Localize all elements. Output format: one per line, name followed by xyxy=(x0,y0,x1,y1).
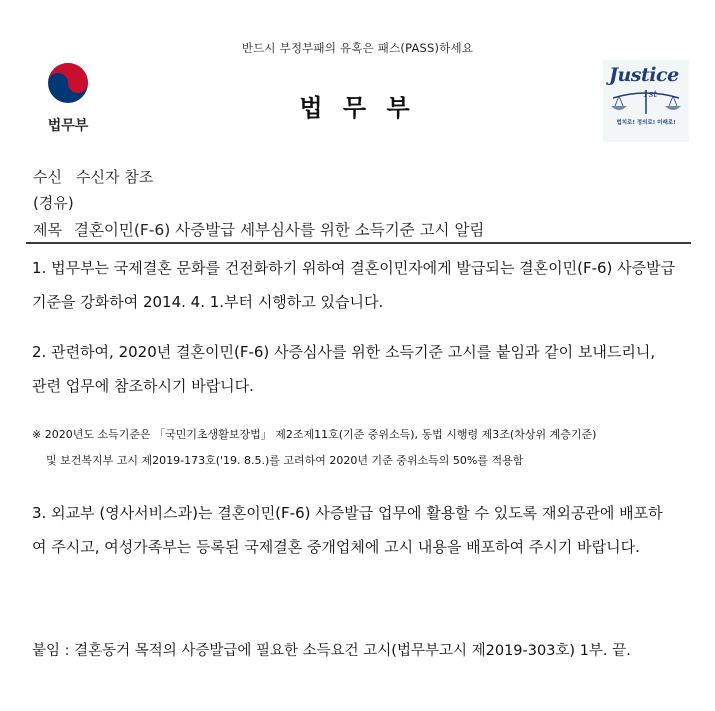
income-note xyxy=(32,426,702,478)
justice-logo-word: Justice xyxy=(609,64,679,86)
recipient-label: 수신 xyxy=(33,168,62,186)
via-row xyxy=(33,192,74,213)
income-note-line-1: ※ 2020년도 소득기준은 「국민기초생활보장법」 제2조제11호(기준 중위소득), 동법 시행령 제3조(차상위 계층기준) xyxy=(32,428,597,441)
paragraph-3-line-2: 여 주시고, 여성가족부는 등록된 국제결혼 중개업체에 고시 내용을 배포하여 주시기 바랍니다. xyxy=(32,538,640,556)
justice-logo-sub: 법치로! 정의로! 미래로! xyxy=(616,120,676,126)
paragraph-2 xyxy=(32,341,697,409)
paragraph-2-line-1: 2. 관련하여, 2020년 결혼이민(F-6) 사증심사를 위한 소득기준 고시를 붙임과 같이 보내드리니, xyxy=(32,343,656,361)
slogan: 반드시 부정부패의 유혹은 패스(PASS)하세요 xyxy=(241,41,474,55)
org-title: 법 무 부 xyxy=(299,94,416,122)
attachment-line: 붙임 : 결혼동거 목적의 사증발급에 필요한 소득요건 고시(법무부고시 제2019-303호) 1부. 끝. xyxy=(32,643,631,659)
income-note-line-2: 및 보건복지부 고시 제2019-173호('19. 8.5.)를 고려하여 2020년 기준 중위소득의 50%를 적용함 xyxy=(46,454,524,467)
recipient-value: 수신자 참조 xyxy=(75,168,154,186)
paragraph-1 xyxy=(32,257,697,325)
recipient-row xyxy=(33,166,153,187)
subject-value: 결혼이민(F-6) 사증발급 세부심사를 위한 소득기준 고시 알림 xyxy=(73,221,485,239)
subject-label: 제목 xyxy=(33,221,62,239)
header-divider xyxy=(26,242,691,244)
justice-logo-first: 1st xyxy=(643,90,657,100)
paragraph-3 xyxy=(32,502,697,570)
paragraph-2-line-2: 관련 업무에 참조하시기 바랍니다. xyxy=(32,377,254,395)
paragraph-1-line-2: 기준을 강화하여 2014. 4. 1.부터 시행하고 있습니다. xyxy=(32,293,384,311)
subject-row xyxy=(33,218,484,240)
paragraph-3-line-1: 3. 외교부 (영사서비스과)는 결혼이민(F-6) 사증발급 업무에 활용할 수 있도록 재외공관에 배포하 xyxy=(32,504,663,522)
ministry-logo-text: 법무부 xyxy=(47,118,89,134)
justice-logo xyxy=(603,60,689,142)
via-value: (경유) xyxy=(33,194,74,212)
paragraph-1-line-1: 1. 법무부는 국제결혼 문화를 건전화하기 위하여 결혼이민자에게 발급되는 결혼이민(F-6) 사증발급 xyxy=(32,259,676,277)
